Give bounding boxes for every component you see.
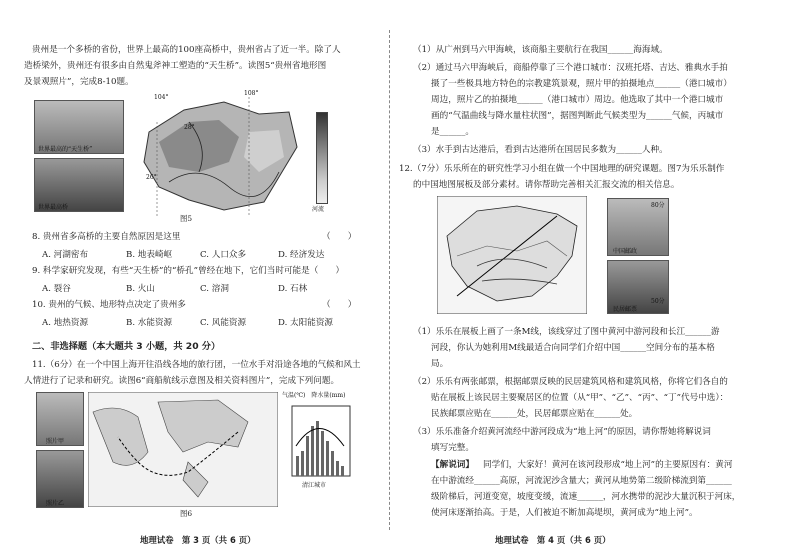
q11-line-2: 人情进行了记录和研究。读图6“商船航线示意图及相关资料图片”，完成下列问题。 xyxy=(24,376,340,386)
q12-exp-line-4: 使河床逐渐抬高。于是，人们被迫不断加高堤坝，黄河成为“地上河”。 xyxy=(431,508,698,518)
fig7-stamp-1: 80分 xyxy=(651,202,665,209)
fig6-climate-title: 气温(℃) 降水量(mm) xyxy=(282,392,346,399)
figure-6 xyxy=(36,392,356,512)
fig5-lon-2: 108° xyxy=(244,90,259,97)
fig5-legend-river: 河流 xyxy=(312,206,325,213)
q8-paren: （ ） xyxy=(322,232,357,242)
q8-stem: 8. 贵州省多高桥的主要自然原因是这里 xyxy=(32,232,181,242)
q10-paren: （ ） xyxy=(322,300,357,310)
q11-2-line-1: （2）通过马六甲海峡后，商船停靠了三个港口城市：汉班托塔、吉达、雅典水手拍 xyxy=(413,63,728,73)
q10-option-b[interactable]: B. 水能资源 xyxy=(126,318,173,328)
fig7-cap-2: 民居邮票 xyxy=(613,306,638,313)
section-2-heading: 二、非选择题（本大题共 3 小题，共 20 分） xyxy=(32,341,221,352)
q12-3-line-1: （3）乐乐准备介绍黄河流经中游河段成为“地上河”的原因，请你帮她将解说词 xyxy=(413,427,711,437)
q10-stem: 10. 贵州的气候、地形特点决定了贵州多 xyxy=(32,300,186,310)
q8-option-c[interactable]: C. 人口众多 xyxy=(200,250,247,260)
q11-2-line-2: 摄了一些极具地方特色的宗教建筑景观，照片甲的拍摄地点______（港口城市） xyxy=(431,79,732,89)
fig5-caption-1: 世界最高的“天生桥” xyxy=(38,146,93,153)
fig7-stamp-2: 50分 xyxy=(651,298,665,305)
q10-option-c[interactable]: C. 风能资源 xyxy=(200,318,247,328)
q12-3-line-2: 填写完整。 xyxy=(431,443,474,453)
intro-line-1: 贵州是一个多桥的省份，世界上最高的100座高桥中，贵州省占了近一半。除了人 xyxy=(32,45,341,55)
q12-2-line-2: 贴在展板上该民居主要聚居区的位置（从“甲”、“乙”、“丙”、“丁”代号中选）： xyxy=(431,393,729,403)
fig5-label: 图5 xyxy=(180,214,193,223)
q12-line-2: 的中国地图展板及部分素材。请你帮助完善相关汇报交流的相关信息。 xyxy=(413,180,680,190)
q12-2-line-1: （2）乐乐有两张邮票，根据邮票反映的民居建筑风格和建筑风格，你将它们各自的 xyxy=(413,377,728,387)
q12-exp-line-3: 级阶梯后，河道变宽，坡度变缓，流速______，河水携带的泥沙大量沉积于河床， xyxy=(431,492,741,502)
intro-line-2: 造桥梁外，贵州还有很多由自然鬼斧神工塑造的“天生桥”。读图5“贵州省地形图 xyxy=(24,61,327,71)
q12-exp-line-2: 在中游流经______高原，河流泥沙含量大；黄河从地势第二级阶梯流到第______ xyxy=(431,476,732,486)
figure-7 xyxy=(437,196,737,316)
q10-option-d[interactable]: D. 太阳能资源 xyxy=(278,318,334,328)
china-map-board xyxy=(437,196,587,314)
fig7-cap-1: 中国邮政 xyxy=(613,248,638,255)
figure-5 xyxy=(34,92,344,222)
q11-1: （1）从广州到马六甲海峡，该商船主要航行在我国______海海域。 xyxy=(413,45,668,55)
fig6-climate-city: 清江城市 xyxy=(302,482,327,489)
intro-line-3: 及景观照片”，完成8-10题。 xyxy=(24,77,134,87)
q12-1-line-2: 河段，你认为她利用M线最适合向同学们介绍中国______空间分布的基本格 xyxy=(431,343,715,353)
q12-1-line-1: （1）乐乐在展板上画了一条M线，该线穿过了图中黄河中游河段和长江______游 xyxy=(413,327,720,337)
guizhou-terrain-map xyxy=(129,92,309,222)
left-page-footer: 地理试卷 第 3 页（共 6 页） xyxy=(140,535,256,545)
fig5-lon-1: 104° xyxy=(154,94,169,101)
fig6-photo-1: 照片甲 xyxy=(46,438,65,445)
q9-stem: 9. 科学家研究发现，有些“天生桥”的“桥孔”曾经在地下，它们当时可能是（ ） xyxy=(32,266,345,276)
q9-option-a[interactable]: A. 裂谷 xyxy=(42,284,71,294)
right-page-footer: 地理试卷 第 4 页（共 6 页） xyxy=(495,535,611,545)
q9-option-d[interactable]: D. 石林 xyxy=(278,284,308,294)
q12-exp-label: 【解说词】 xyxy=(431,460,474,470)
fig6-label: 图6 xyxy=(180,509,193,518)
q10-option-a[interactable]: A. 地热资源 xyxy=(42,318,89,328)
q12-1-line-3: 局。 xyxy=(431,359,449,369)
q9-option-c[interactable]: C. 溶洞 xyxy=(200,284,229,294)
q9-option-b[interactable]: B. 火山 xyxy=(126,284,155,294)
q8-option-d[interactable]: D. 经济发达 xyxy=(278,250,325,260)
shipping-route-map xyxy=(88,392,278,507)
right-page xyxy=(395,0,794,560)
page-divider xyxy=(389,30,390,530)
q11-2-line-4: 画的“气温曲线与降水量柱状图”，据图判断此气候类型为______气候，丙城市 xyxy=(431,111,724,121)
fig6-photo-2: 照片乙 xyxy=(46,500,65,507)
q12-line-1: 12.（7分）乐乐所在的研究性学习小组在做一个中国地理的研究课题。图7为乐乐制作 xyxy=(399,164,725,174)
fig5-caption-2: 世界最高桥 xyxy=(38,204,69,211)
elevation-legend xyxy=(316,112,328,204)
fig5-lat-2: 26° xyxy=(146,174,157,181)
q12-2-line-3: 民族邮票应贴在______处，民居邮票应贴在______处。 xyxy=(431,409,638,419)
q8-option-a[interactable]: A. 河湖密布 xyxy=(42,250,89,260)
q11-line-1: 11.（6分）在一个中国上海开往沿线各地的旅行团，一位水手对沿途各地的气候和风土 xyxy=(32,360,361,370)
fig5-lat-1: 28° xyxy=(184,124,195,131)
q11-3: （3）水手到古达港后，看到古达港所在国居民多数为______人种。 xyxy=(413,145,668,155)
left-page xyxy=(0,0,385,560)
q8-option-b[interactable]: B. 地表崎岖 xyxy=(126,250,173,260)
q11-2-line-5: 是______。 xyxy=(431,127,474,137)
q11-2-line-3: 周边，照片乙的拍摄地______（港口城市）周边。他选取了其中一个港口城市 xyxy=(431,95,724,105)
q12-exp-line-1: 同学们，大家好！黄河在该河段形成“地上河”的主要原因有：黄河 xyxy=(483,460,733,470)
